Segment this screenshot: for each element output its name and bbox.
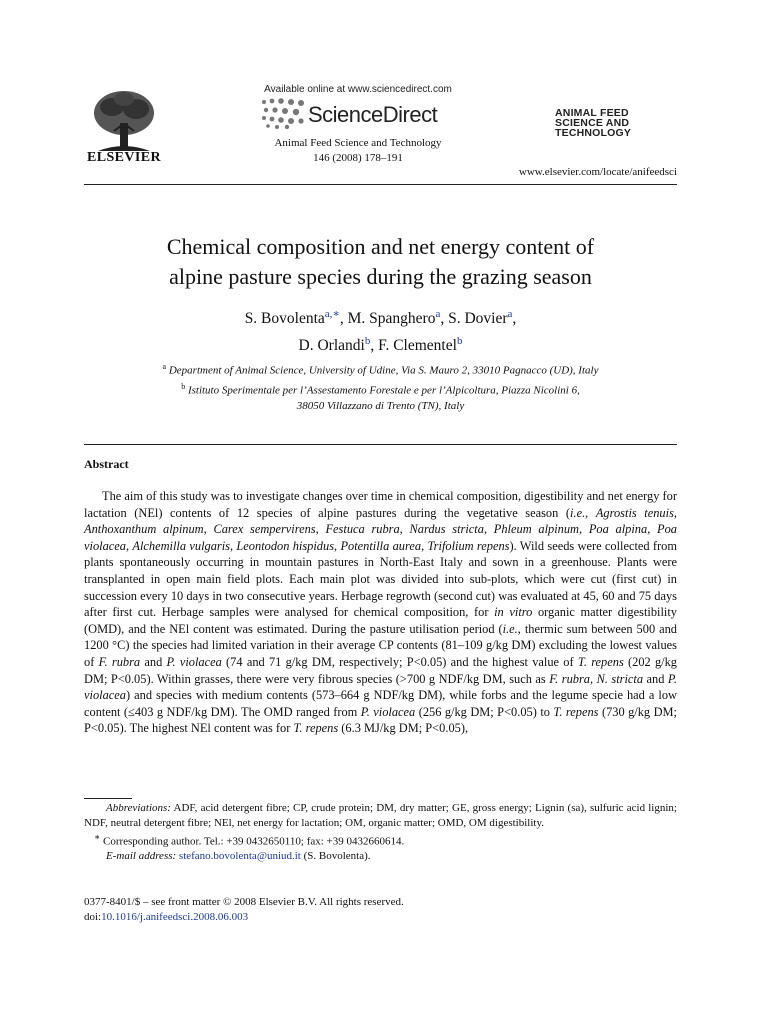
header-divider <box>84 184 677 185</box>
author-list <box>84 303 677 357</box>
article-title <box>84 232 677 292</box>
publisher-wordmark: ELSEVIER <box>86 150 161 165</box>
abstract-heading: Abstract <box>84 457 129 471</box>
abstract-body: The aim of this study was to investigate changes over time in chemical composition, digestibility and net energy for lactation (NEl) contents of 12 species of alpine pastures during the vegetative season (i.e., Agrostis tenuis, Anthoxanthum alpinum, Carex sempervirens, Festuca rubra, Nardus stricta, Phleum alpinum, Poa alpina, Poa violacea, Alchemilla vulgaris, Leontodon hispidus, Potentilla aurea, Trifolium repens). Wild seeds were collected from plants spontaneously occurring in mountain pastures in North-East Italy and sown in a greenhouse. Plants were transplanted in open main field plots. Each main plot was divided into sub-plots, which were cut (first cut) in succession every 10 days in two consecutive years. Herbage regrowth (second cut) was evaluated at 45, 60 and 75 days after first cut. Herbage samples were analysed for chemical composition, for in vitro organic matter digestibility (OMD), and the NEl content was estimated. During the pasture utilisation period (i.e., thermic sum between 500 and 1200 °C) the species had limited variation in their average CP contents (81–109 g/kg DM) excluding the lowest values of F. rubra and P. violacea (74 and 71 g/kg DM, respectively; P<0.05) and the highest value of T. repens (202 g/kg DM; P<0.05). Within grasses, there were very fibrous species (>700 g NDF/kg DM, such as F. rubra, N. stricta and P. violacea) and species with medium contents (573–664 g NDF/kg DM), while forbs and the legume specie had a low content (≤403 g NDF/kg DM). The OMD ranged from P. violacea (256 g/kg DM; P<0.05) to T. repens (730 g/kg DM; P<0.05). The highest NEl content was for T. repens (6.3 MJ/kg DM; P<0.05), <box>84 489 678 736</box>
issn-block <box>84 895 677 925</box>
sciencedirect-dots-icon <box>256 96 308 130</box>
journal-logo-line: ANIMAL FEED <box>555 107 629 119</box>
author-name: D. Orlandi <box>298 337 365 355</box>
journal-url-link[interactable]: www.elsevier.com/locate/anifeedsci <box>518 166 677 178</box>
author-name: M. Spanghero <box>347 310 436 328</box>
email-footnote: E-mail address: stefano.bovolenta@uniud.it (S. Bovolenta). <box>106 850 371 863</box>
available-online-text: Available online at www.sciencedirect.com <box>264 84 452 95</box>
affiliations <box>84 359 677 414</box>
abbreviations-label: Abbreviations: <box>106 802 171 814</box>
footnote-divider <box>84 798 132 799</box>
corresponding-footnote: ∗ Corresponding author. Tel.: +39 0432650110; fax: +39 0432660614. <box>94 832 405 848</box>
email-label: E-mail address: <box>106 850 177 863</box>
author-affiliation-link[interactable]: b <box>456 335 463 348</box>
journal-citation <box>230 136 486 166</box>
doi-link[interactable]: 10.1016/j.anifeedsci.2008.06.003 <box>101 911 249 923</box>
journal-logo-line: SCIENCE AND <box>555 117 630 129</box>
affiliation-b: $^b$ Istituto Sperimentale per l’Assestamento Forestale e per l’Alpicoltura, Piazza Nicolini 6, <box>181 381 580 397</box>
sciencedirect-wordmark: ScienceDirect <box>308 102 438 127</box>
author-separator: , <box>440 310 449 328</box>
issn-line: 0377-8401/$ – see front matter © 2008 Elsevier B.V. All rights reserved. <box>84 896 404 908</box>
affiliation-label: a <box>162 362 167 371</box>
abbreviations-footnote: Abbreviations: ADF, acid detergent fibre; CP, crude protein; DM, dry matter; GE, gross energy; Lignin (sa), sulfuric acid lignin; NDF, neutral detergent fibre; NEl, net energy for lactation; OM, organic matter; OMD, OM digestibility. <box>84 802 677 829</box>
title-line: Chemical composition and net energy content of <box>166 234 595 259</box>
journal-name: Animal Feed Science and Technology <box>274 137 442 149</box>
author-affiliation-link[interactable]: a,∗ <box>324 308 340 320</box>
affiliation-a: $^a$ Department of Animal Science, University of Udine, Via S. Mauro 2, 33010 Pagnacco (UD), Italy <box>162 362 599 377</box>
affiliation-b-cont: 38050 Villazzano di Trento (TN), Italy <box>296 400 465 413</box>
author-name: F. Clementel <box>378 337 457 355</box>
affiliation-label: b <box>181 381 186 391</box>
author-affiliation-link[interactable]: a <box>435 308 441 320</box>
journal-issue: 146 (2008) 178–191 <box>313 152 403 164</box>
author-affiliation-link[interactable]: a <box>507 308 513 320</box>
journal-logo <box>555 108 675 138</box>
abstract-divider <box>84 444 677 445</box>
author-name: S. Bovolenta <box>244 310 325 328</box>
email-link[interactable]: stefano.bovolenta@uniud.it <box>178 850 301 863</box>
author-separator: , <box>370 337 379 355</box>
author-separator: , <box>512 310 517 328</box>
doi-line: doi:10.1016/j.anifeedsci.2008.06.003 <box>84 911 249 923</box>
author-name: S. Dovier <box>448 310 508 328</box>
journal-logo-line: TECHNOLOGY <box>555 127 632 139</box>
author-affiliation-link[interactable]: b <box>364 335 371 348</box>
author-separator: , <box>339 310 348 328</box>
footnotes <box>84 801 677 864</box>
title-line: alpine pasture species during the grazing season <box>169 264 592 289</box>
